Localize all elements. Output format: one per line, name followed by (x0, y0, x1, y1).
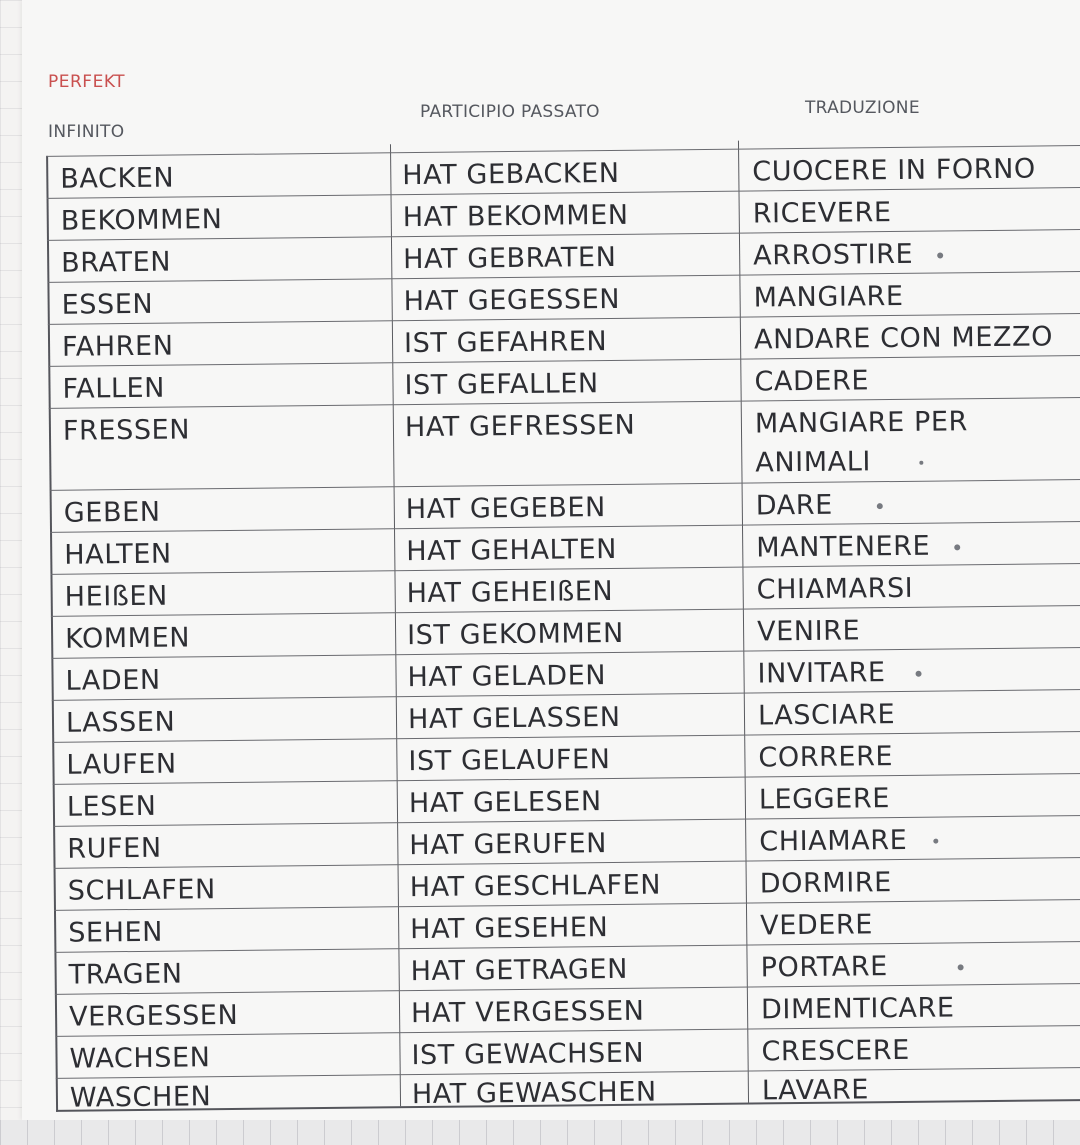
cell-infinito: VERGESSEN (68, 999, 239, 1033)
traduzione-text: CHIAMARE (759, 824, 908, 858)
traduzione-text: PORTARE (760, 951, 889, 984)
cell-infinito: GEBEN (63, 496, 161, 529)
cell-infinito: WASCHEN (69, 1081, 212, 1114)
cell-traduzione (757, 659, 921, 688)
page-title: PERFEKT (48, 72, 126, 92)
cell-participio: HAT GERUFEN (409, 828, 608, 862)
cell-traduzione: MANGIARE (753, 280, 904, 314)
cell-infinito: LADEN (65, 664, 161, 697)
cell-traduzione: LEGGERE (758, 783, 891, 816)
traduzione-text: INVITARE (757, 657, 886, 690)
cell-infinito: SEHEN (68, 916, 164, 949)
cell-participio: HAT VERGESSEN (410, 995, 645, 1030)
cell-infinito: FRESSEN (62, 414, 191, 447)
cell-participio: HAT GEHALTEN (406, 533, 618, 568)
cell-traduzione-line2 (755, 448, 923, 477)
cell-participio: HAT GEBRATEN (403, 241, 617, 276)
cell-participio: IST GELAUFEN (408, 743, 611, 778)
cell-infinito: HEIßEN (64, 580, 169, 613)
cell-infinito: BRATEN (61, 246, 172, 279)
cell-participio: HAT GEFRESSEN (404, 409, 636, 444)
cell-infinito: RUFEN (67, 832, 162, 865)
cell-infinito: WACHSEN (69, 1042, 211, 1075)
cell-infinito: KOMMEN (64, 622, 191, 655)
cell-participio: HAT GELESEN (408, 786, 602, 820)
cell-participio: HAT GEGESSEN (403, 283, 621, 318)
cell-infinito: TRAGEN (68, 958, 183, 991)
cell-traduzione: MANGIARE PER (754, 406, 969, 440)
cell-traduzione: VENIRE (756, 615, 861, 648)
cell-traduzione: LAVARE (761, 1074, 870, 1107)
traduzione-text: MANTENERE (756, 530, 931, 564)
cell-participio: HAT GEHEIßEN (406, 575, 614, 610)
cell-participio: HAT GELADEN (407, 660, 607, 694)
traduzione-text: ANIMALI (755, 446, 872, 479)
cell-participio: HAT GELASSEN (407, 701, 621, 736)
verb-table (34, 137, 1080, 1114)
cell-traduzione: ANDARE CON MEZZO (753, 321, 1054, 356)
cell-traduzione: CORRERE (758, 741, 894, 774)
cell-infinito: LESEN (66, 790, 157, 823)
cell-participio: HAT BEKOMMEN (402, 199, 629, 234)
cell-participio: HAT GESCHLAFEN (409, 869, 662, 904)
cell-infinito: LASSEN (65, 706, 176, 739)
marker-dot-icon (877, 503, 883, 509)
cell-infinito: FAHREN (61, 330, 174, 363)
cell-traduzione: CADERE (754, 365, 870, 398)
marker-dot-icon (919, 460, 923, 464)
cell-infinito: HALTEN (64, 538, 172, 571)
traduzione-text: ARROSTIRE (753, 238, 914, 272)
cell-traduzione (756, 530, 960, 564)
marker-dot-icon (954, 544, 960, 550)
cell-participio: HAT GETRAGEN (410, 953, 629, 988)
cell-traduzione: VEDERE (760, 909, 874, 942)
cell-infinito: FALLEN (62, 372, 166, 405)
cell-infinito: ESSEN (61, 288, 154, 321)
header-participio: PARTICIPIO PASSATO (420, 102, 600, 122)
marker-dot-icon (933, 839, 938, 844)
cell-traduzione (753, 238, 943, 272)
marker-dot-icon (916, 670, 922, 676)
header-traduzione: TRADUZIONE (805, 98, 920, 118)
cell-traduzione: CUOCERE IN FORNO (752, 153, 1036, 188)
cell-traduzione (759, 824, 938, 858)
cell-infinito: BACKEN (60, 162, 175, 195)
cell-participio: IST GEFALLEN (404, 368, 599, 402)
marker-dot-icon (958, 964, 964, 970)
cell-participio: IST GEFAHREN (403, 326, 608, 360)
marker-dot-icon (937, 252, 943, 258)
cell-traduzione (760, 951, 963, 984)
cell-participio: HAT GEWASCHEN (411, 1076, 657, 1111)
cell-infinito: SCHLAFEN (67, 874, 216, 907)
cell-traduzione: CRESCERE (761, 1034, 911, 1068)
cell-traduzione: CHIAMARSI (756, 572, 914, 606)
cell-participio: HAT GESEHEN (410, 912, 609, 946)
cell-traduzione: LASCIARE (757, 699, 896, 732)
cell-traduzione: DORMIRE (759, 867, 892, 900)
cell-participio: IST GEWACHSEN (411, 1037, 645, 1072)
header-infinito: INFINITO (48, 122, 125, 142)
cell-participio: HAT GEBACKEN (402, 157, 620, 192)
cell-infinito: BEKOMMEN (60, 204, 223, 237)
cell-participio: IST GEKOMMEN (406, 617, 624, 652)
traduzione-text: DARE (755, 489, 833, 522)
cell-traduzione (755, 489, 883, 522)
cell-traduzione: RICEVERE (752, 197, 892, 230)
table-row (49, 397, 1080, 490)
cell-traduzione: DIMENTICARE (760, 992, 955, 1026)
cell-participio: HAT GEGEBEN (405, 492, 607, 526)
paper-edge (0, 1120, 1080, 1145)
cell-infinito: LAUFEN (66, 748, 177, 781)
